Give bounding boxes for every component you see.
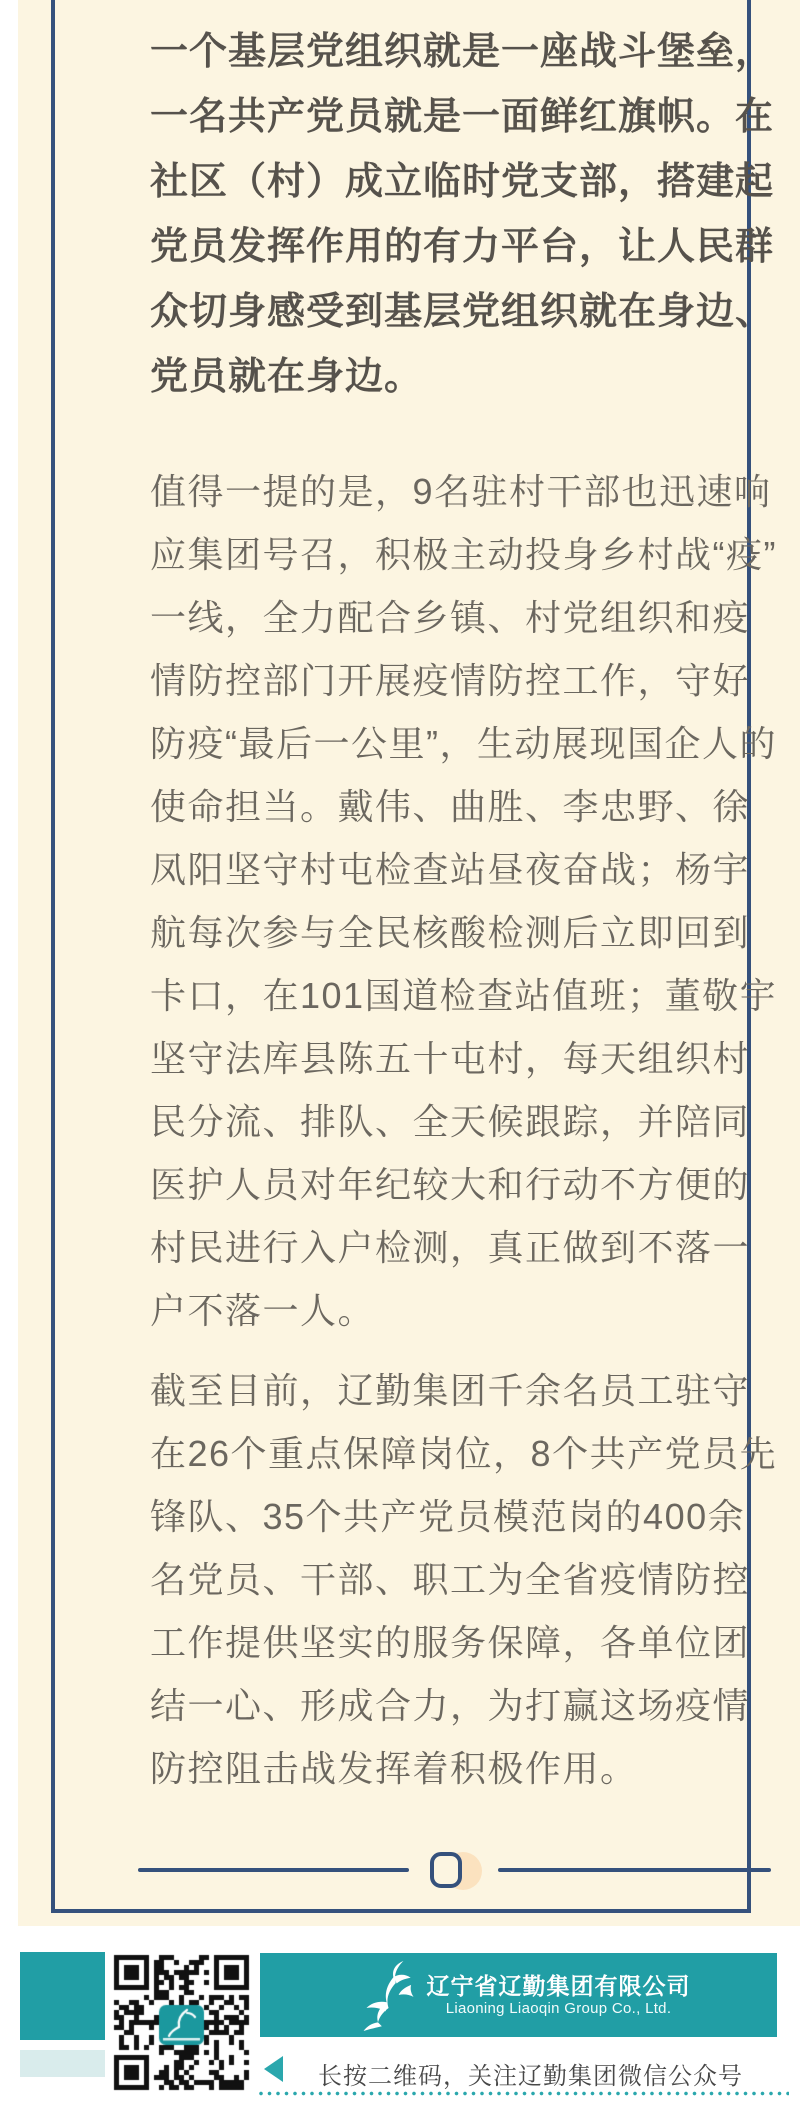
company-name-en: Liaoning Liaoqin Group Co., Ltd. (445, 2000, 672, 2017)
divider-pill-icon (430, 1851, 462, 1889)
dotted-divider (258, 2091, 789, 2096)
text-line: 村民进行入户检测，真正做到不落一 (150, 1227, 751, 1268)
follow-instruction: 长按二维码，关注辽勤集团微信公众号 (318, 2063, 743, 2090)
left-triangle-icon (264, 2056, 283, 2082)
text-line: 一个基层党组织就是一座战斗堡垒， (150, 31, 775, 73)
text-line: 在26个重点保障岗位，8个共产党员先 (150, 1433, 778, 1474)
text-line: 截至目前，辽勤集团千余名员工驻守 (150, 1370, 751, 1411)
text-line: 户不落一人。 (150, 1290, 376, 1331)
text-line: 党员就在身边。 (150, 356, 424, 398)
footer-left-strip (20, 2050, 105, 2077)
text-line: 一名共产党员就是一面鲜红旗帜。在 (150, 96, 775, 138)
divider-pill (430, 1852, 462, 1888)
text-line: 党员发挥作用的有力平台，让人民群 (150, 226, 775, 268)
text-line: 值得一提的是，9名驻村干部也迅速响 (150, 471, 772, 512)
text-line: 民分流、排队、全天候跟踪，并陪同 (150, 1101, 751, 1142)
phoenix-logo-icon (361, 1959, 419, 2031)
company-banner (260, 1953, 777, 2037)
text-line: 航每次参与全民核酸检测后立即回到 (150, 912, 751, 953)
text-line: 一线，全力配合乡镇、村党组织和疫 (150, 597, 751, 638)
lead-paragraph (150, 20, 775, 410)
section-divider (138, 1851, 772, 1889)
qr-code (113, 1953, 250, 2092)
text-line: 众切身感受到基层党组织就在身边、 (150, 291, 775, 333)
paragraph-3 (150, 1359, 778, 1800)
text-line: 坚守法库县陈五十屯村，每天组织村 (150, 1038, 751, 1079)
text-line: 使命担当。戴伟、曲胜、李忠野、徐 (150, 786, 751, 827)
text-line: 医护人员对年纪较大和行动不方便的 (150, 1164, 751, 1205)
footer-left-block (20, 1952, 105, 2040)
article-text-area (150, 20, 778, 1800)
text-line: 凤阳坚守村屯检查站昼夜奋战；杨宇 (150, 849, 751, 890)
text-line: 卡口，在101国道检查站值班；董敬宇 (150, 975, 778, 1016)
paragraph-2 (150, 460, 778, 1342)
text-line: 防控阻击战发挥着积极作用。 (150, 1748, 638, 1789)
article-content-box (51, 0, 778, 1913)
text-line: 情防控部门开展疫情防控工作，守好 (150, 660, 751, 701)
text-line: 社区（村）成立临时党支部，搭建起 (150, 161, 775, 203)
divider-line-right (498, 1868, 771, 1872)
text-line: 防疫“最后一公里”，生动展现国企人的 (150, 723, 777, 764)
company-name-cn: 辽宁省辽勤集团有限公司 (426, 1973, 691, 1999)
divider-line-left (138, 1868, 409, 1872)
text-line: 结一心、形成合力，为打赢这场疫情 (150, 1685, 751, 1726)
text-line: 工作提供坚实的服务保障，各单位团 (150, 1622, 751, 1663)
text-line: 名党员、干部、职工为全省疫情防控 (150, 1559, 751, 1600)
text-line: 应集团号召，积极主动投身乡村战“疫” (150, 534, 777, 575)
text-line: 锋队、35个共产党员模范岗的400余 (150, 1496, 746, 1537)
